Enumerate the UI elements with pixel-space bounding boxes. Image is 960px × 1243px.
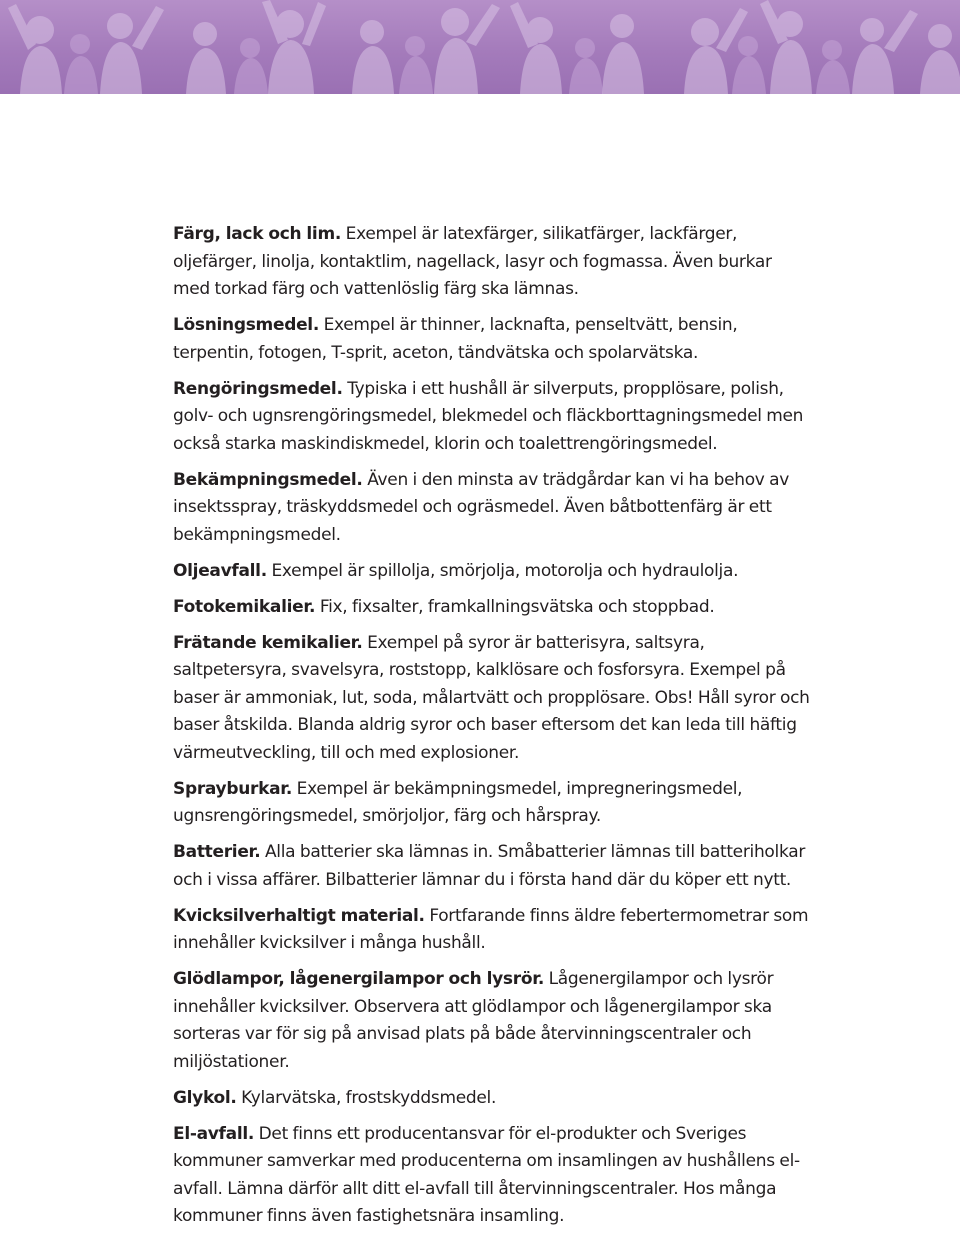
- entry-description: Det finns ett producentansvar för el-produkter och Sveriges kommuner samverkar med producenterna om insamlingen av hushållens el-avfall. Lämna därför allt ditt el-avfall till återvinningscentraler. Hos många kommuner finns även fastighetsnära insamling.: [173, 1123, 800, 1226]
- entry-term: Frätande kemikalier.: [173, 632, 363, 653]
- entry-term: Glykol.: [173, 1087, 237, 1108]
- entry-kvicksilver: [173, 903, 813, 958]
- entry-description: Exempel är spillolja, smörjolja, motorolja och hydraulolja.: [266, 560, 739, 581]
- entry-description: Typiska i ett hushåll är silverputs, propplösare, polish, golv- och ugnsrengöringsmedel, blekmedel och fläckborttagningsmedel men också starka maskindiskmedel, klorin och toalettrengöringsmedel.: [173, 378, 804, 454]
- entry-description: Även i den minsta av trädgårdar kan vi ha behov av insektsspray, träskyddsmedel och ogräsmedel. Även båtbottenfärg är ett bekämpningsmedel.: [173, 469, 790, 545]
- entry-farg-lack-lim: [173, 221, 813, 304]
- entry-term: Färg, lack och lim.: [173, 224, 342, 244]
- entry-term: Fotokemikalier.: [173, 596, 316, 617]
- entry-term: Rengöringsmedel.: [173, 378, 343, 399]
- hazardous-waste-list: [173, 221, 813, 1231]
- entry-glykol: [173, 1085, 813, 1113]
- entry-glodlampor: [173, 966, 813, 1076]
- entry-term: Bekämpningsmedel.: [173, 469, 363, 490]
- entry-term: Sprayburkar.: [173, 778, 293, 799]
- entry-term: Kvicksilverhaltigt material.: [173, 905, 425, 926]
- entry-rengoringsmedel: [173, 376, 813, 459]
- entry-description: Exempel är thinner, lacknafta, penseltvätt, bensin, terpentin, fotogen, T-sprit, aceton, tändvätska och spolarvätska.: [173, 315, 738, 363]
- entry-term: Batterier.: [173, 842, 261, 862]
- entry-term: Lösningsmedel.: [173, 315, 319, 335]
- entry-description: Exempel är bekämpningsmedel, impregneringsmedel, ugnsrengöringsmedel, smörjoljor, färg och hårspray.: [173, 778, 743, 826]
- entry-description: Exempel på syror är batterisyra, saltsyra, saltpetersyra, svavelsyra, roststopp, kalklösare och fosforsyra. Exempel på baser är ammoniak, lut, soda, målartvätt och propplösare. Obs! Håll syror och baser åtskilda. Blanda aldrig syror och baser eftersom det kan leda till häftig värmeutveckling, till och med explosioner.: [173, 632, 810, 763]
- entry-term: Glödlampor, lågenergilampor och lysrör.: [173, 969, 545, 989]
- entry-bekampningsmedel: [173, 467, 813, 550]
- entry-description: Fortfarande finns äldre febertermometrar som innehåller kvicksilver i många hushåll.: [173, 905, 809, 953]
- entry-el-avfall: [173, 1121, 813, 1231]
- entry-term: Oljeavfall.: [173, 560, 267, 581]
- entry-term: El-avfall.: [173, 1123, 255, 1144]
- entry-losningsmedel: [173, 312, 813, 367]
- entry-description: Fix, fixsalter, framkallningsvätska och stoppbad.: [315, 596, 715, 617]
- entry-fratande-kemikalier: [173, 630, 813, 768]
- entry-description: Lågenergilampor och lysrör innehåller kvicksilver. Observera att glödlampor och lågenergilampor ska sorteras var för sig på anvisad plats på både återvinningscentraler och miljöstationer.: [173, 969, 774, 1072]
- entry-fotokemikalier: [173, 594, 813, 622]
- entry-description: Alla batterier ska lämnas in. Småbatterier lämnas till batteriholkar och i vissa affärer. Bilbatterier lämnar du i första hand där du köper ett nytt.: [173, 842, 806, 890]
- header-banner: [0, 0, 960, 94]
- crowd-silhouette-banner: [0, 0, 960, 94]
- entry-description: Kylarvätska, frostskyddsmedel.: [236, 1087, 497, 1108]
- entry-oljeavfall: [173, 558, 813, 586]
- entry-batterier: [173, 839, 813, 894]
- entry-description: Exempel är latexfärger, silikatfärger, lackfärger, oljefärger, linolja, kontaktlim, nagellack, lasyr och fogmassa. Även burkar med torkad färg och vattenlöslig färg ska lämnas.: [173, 224, 772, 299]
- entry-sprayburkar: [173, 776, 813, 831]
